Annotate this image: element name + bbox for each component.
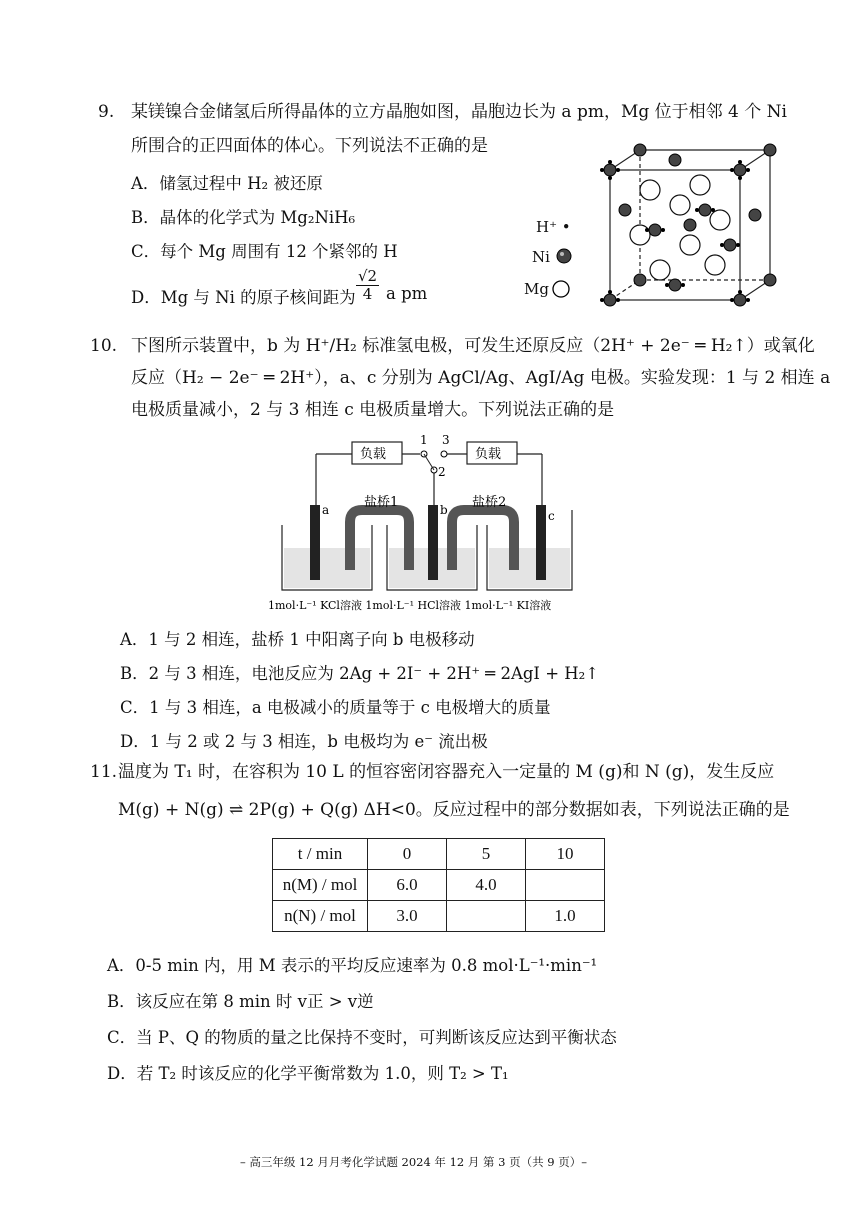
q10-stem-line3: 电极质量减小，2 与 3 相连 c 电极质量增大。下列说法正确的是 <box>131 400 615 420</box>
ni-legend-icon <box>555 247 573 265</box>
load-2-label: 负载 <box>475 447 502 462</box>
q11-stem-line1: 温度为 T₁ 时，在容积为 10 L 的恒容密闭容器充入一定量的 M (g)和 N (g)，发生反应 <box>118 762 775 782</box>
table-cell: 3.0 <box>368 901 447 932</box>
q11-option-c: C．当 P、Q 的物质的量之比保持不变时，可判断该反应达到平衡状态 <box>107 1028 617 1047</box>
table-cell: 4.0 <box>447 870 526 901</box>
legend-h: H⁺ • <box>536 218 571 236</box>
fraction-denominator: 4 <box>362 285 373 304</box>
q9-option-d-fraction <box>356 268 379 304</box>
table-row <box>273 870 605 901</box>
table-header-cell: 0 <box>368 839 447 870</box>
q9-option-d: D．Mg 与 Ni 的原子核间距为 <box>131 288 356 307</box>
table-header-cell: 10 <box>526 839 605 870</box>
table-cell: n(M) / mol <box>273 870 368 901</box>
q11-option-a: A．0-5 min 内，用 M 表示的平均反应速率为 0.8 mol·L⁻¹·min⁻¹ <box>107 956 598 975</box>
q11-option-b: B．该反应在第 8 min 时 v正 > v逆 <box>107 992 374 1011</box>
table-cell: n(N) / mol <box>273 901 368 932</box>
salt-bridge-1-label: 盐桥1 <box>364 495 399 510</box>
q10-stem-line2: 反应（H₂ − 2e⁻ ═ 2H⁺），a、c 分别为 AgCl/Ag、AgI/Ag 电极。实验发现：1 与 2 相连 a <box>131 368 831 388</box>
q9-stem-line1: 某镁镍合金储氢后所得晶体的立方晶胞如图，晶胞边长为 a pm，Mg 位于相邻 4 个 Ni <box>131 102 787 122</box>
terminal-3-label: 3 <box>442 433 450 447</box>
salt-bridge-2-label: 盐桥2 <box>472 495 507 510</box>
q10-option-c: C．1 与 3 相连，a 电极减小的质量等于 c 电极增大的质量 <box>120 698 551 717</box>
q9-option-a: A．储氢过程中 H₂ 被还原 <box>131 174 323 193</box>
legend-mg: Mg <box>524 280 549 298</box>
q10-option-b: B．2 与 3 相连，电池反应为 2Ag + 2I⁻ + 2H⁺ ═ 2AgI + H₂↑ <box>120 664 600 683</box>
electrochemical-cell-diagram <box>262 430 582 615</box>
load-1-label: 负载 <box>360 447 387 462</box>
table-header-cell: 5 <box>447 839 526 870</box>
electrode-c-label: c <box>548 509 555 523</box>
terminal-2-label: 2 <box>438 465 446 479</box>
q11-number: 11. <box>90 762 118 782</box>
q9-option-c: C．每个 Mg 周围有 12 个紧邻的 H <box>131 242 398 261</box>
q9-option-b: B．晶体的化学式为 Mg₂NiH₆ <box>131 208 356 227</box>
q11-option-d: D．若 T₂ 时该反应的化学平衡常数为 1.0，则 T₂ > T₁ <box>107 1064 509 1083</box>
mg-legend-icon <box>551 279 571 299</box>
table-cell <box>526 870 605 901</box>
table-row <box>273 901 605 932</box>
data-table <box>272 838 605 932</box>
q9-option-d-unit: a pm <box>386 284 428 303</box>
table-cell: 1.0 <box>526 901 605 932</box>
q11-stem-line2: M(g) + N(g) ⇌ 2P(g) + Q(g) ΔH<0。反应过程中的部分数据如表，下列说法正确的是 <box>118 800 790 820</box>
q10-stem-line1: 下图所示装置中，b 为 H⁺/H₂ 标准氢电极，可发生还原反应（2H⁺ + 2e⁻ ═ H₂↑）或氧化 <box>131 336 815 356</box>
crystal-cell-diagram <box>580 130 780 310</box>
table-header-row <box>273 839 605 870</box>
q9-stem-line2: 所围合的正四面体的体心。下列说法不正确的是 <box>131 136 488 156</box>
table-cell <box>447 901 526 932</box>
page-footer: – 高三年级 12 月月考化学试题 2024 年 12 月 第 3 页（共 9 页）– <box>240 1155 588 1169</box>
q9-number: 9. <box>98 102 115 122</box>
q10-number: 10. <box>90 336 118 356</box>
terminal-1-label: 1 <box>420 433 428 447</box>
q10-option-d: D．1 与 2 或 2 与 3 相连，b 电极均为 e⁻ 流出极 <box>120 732 488 751</box>
solution-labels: 1mol·L⁻¹ KCl溶液 1mol·L⁻¹ HCl溶液 1mol·L⁻¹ KI溶液 <box>268 599 552 612</box>
table-header-cell: t / min <box>273 839 368 870</box>
table-cell: 6.0 <box>368 870 447 901</box>
electrode-b-label: b <box>440 503 448 517</box>
fraction-numerator: √2 <box>358 267 378 285</box>
legend-ni: Ni <box>532 248 550 266</box>
electrode-a-label: a <box>322 503 330 517</box>
q10-option-a: A．1 与 2 相连，盐桥 1 中阳离子向 b 电极移动 <box>120 630 475 649</box>
